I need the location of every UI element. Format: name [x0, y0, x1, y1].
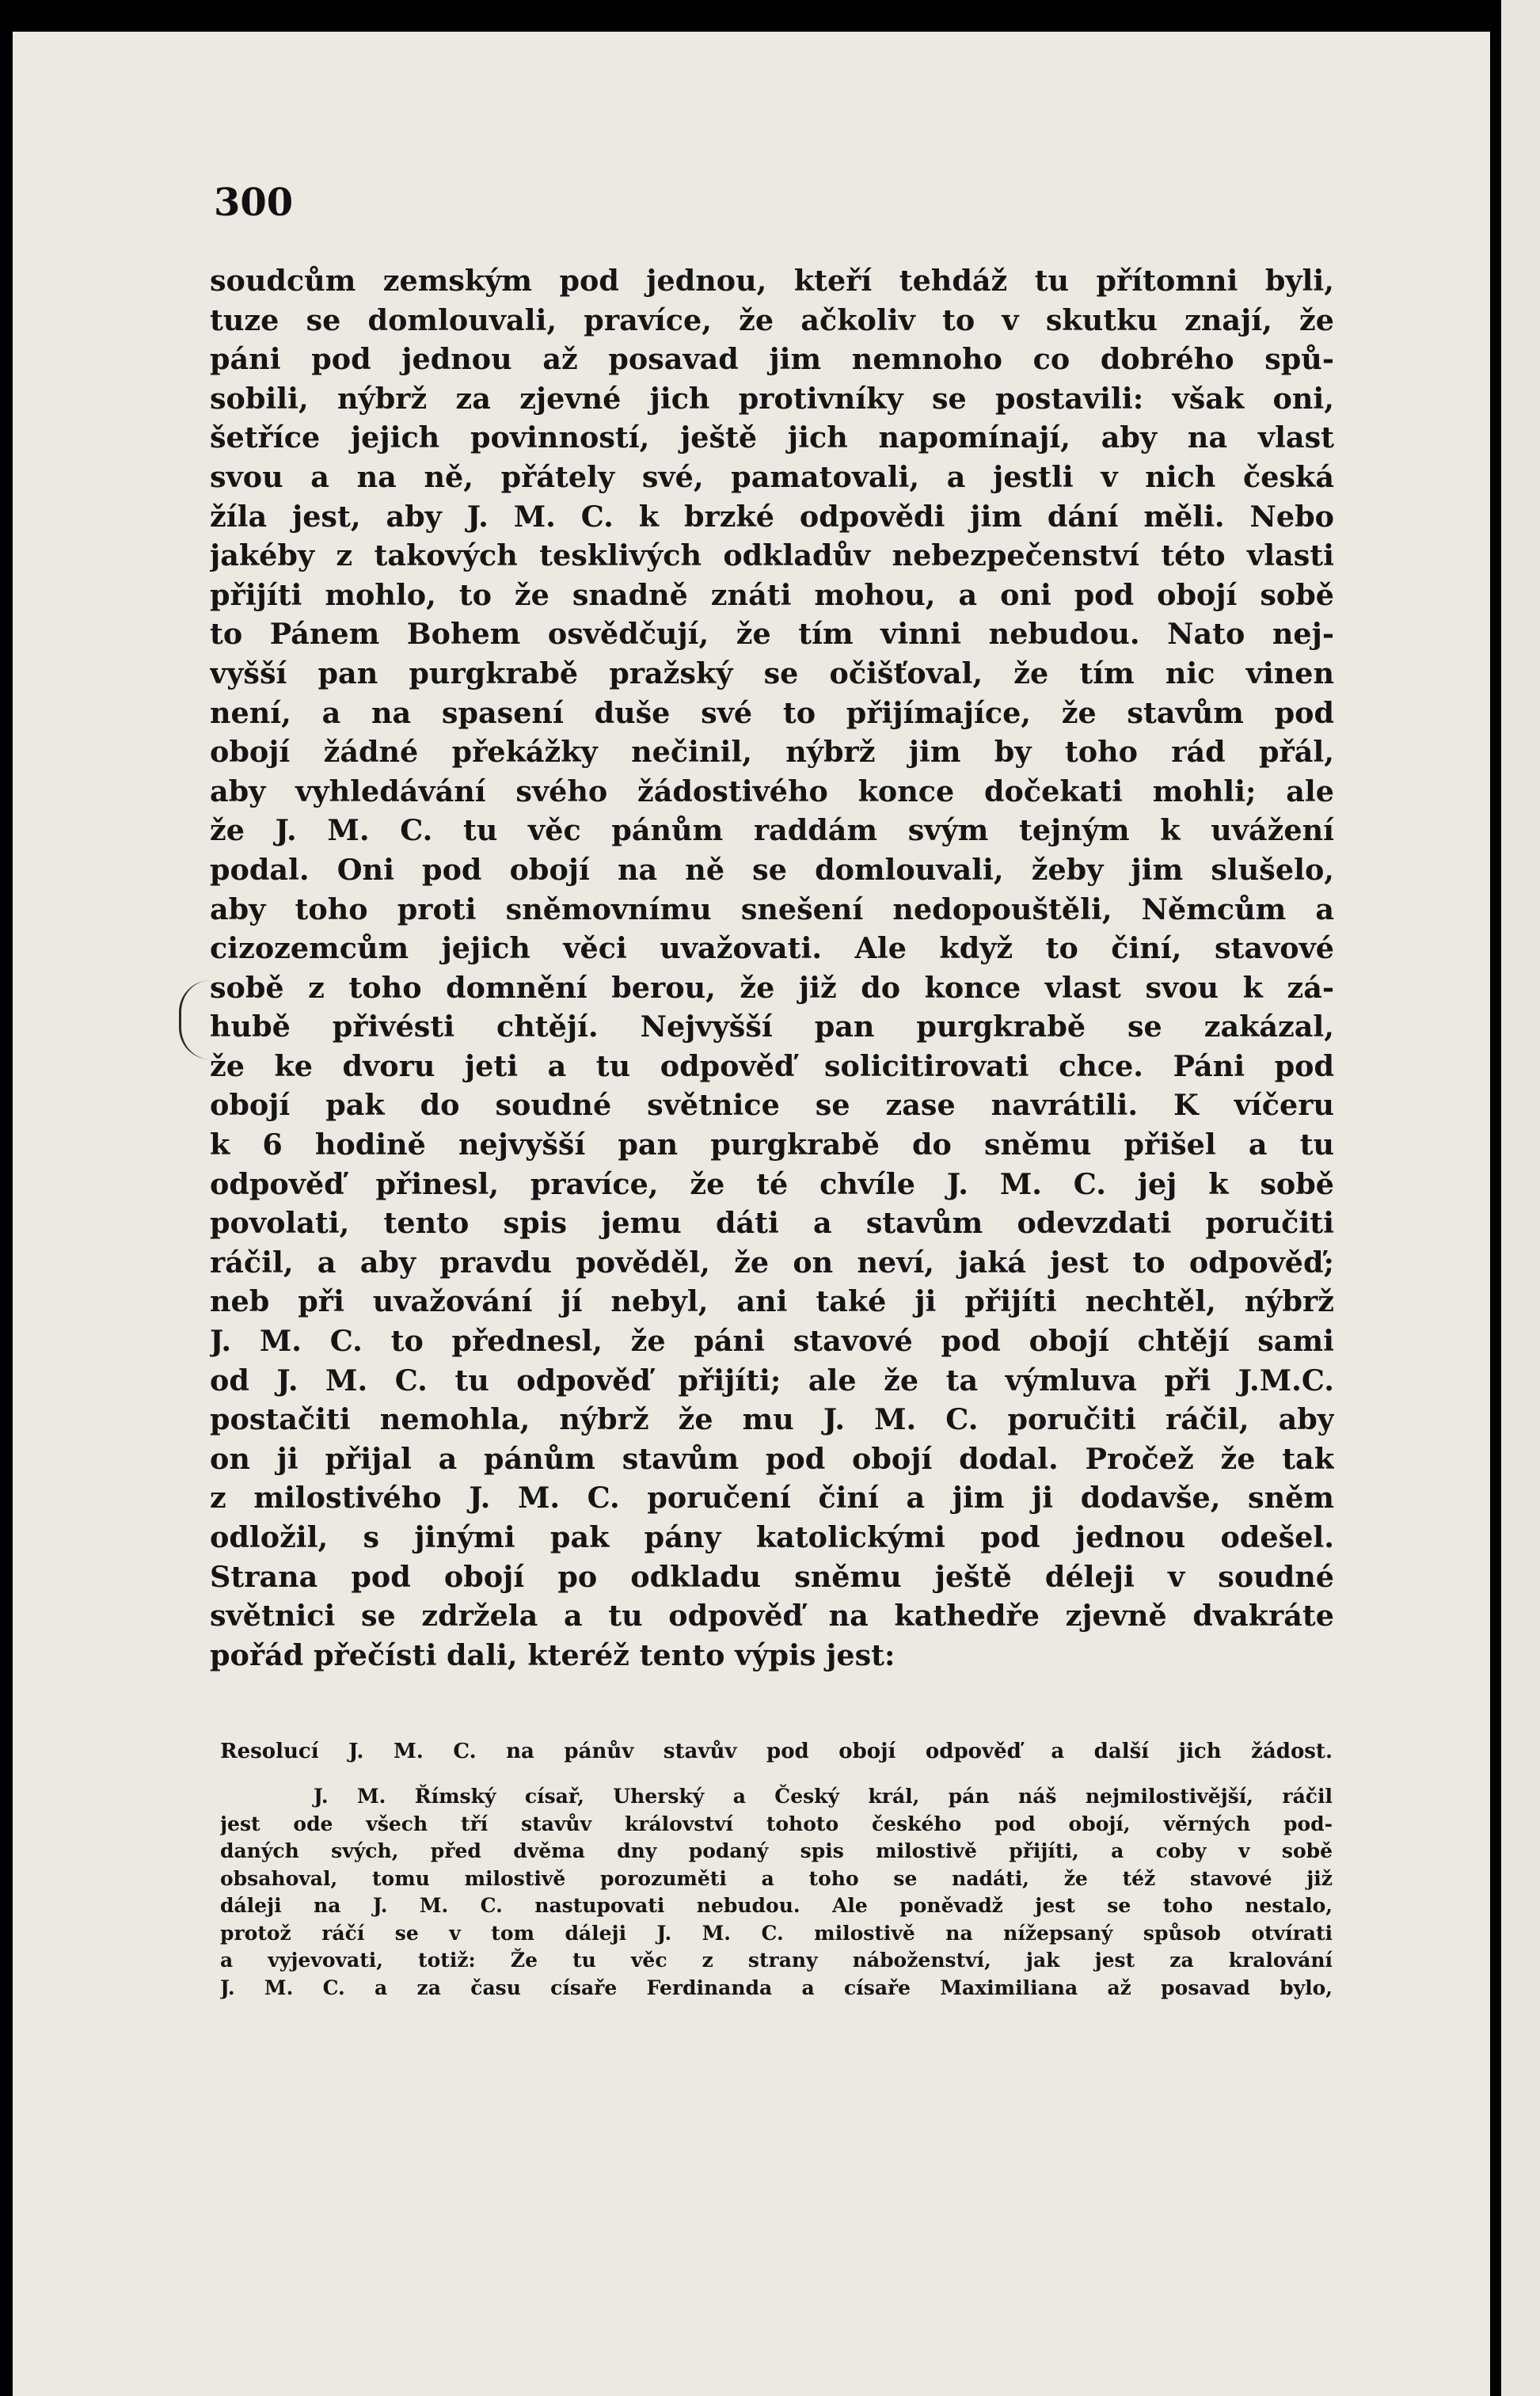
text-line: vyšší pan purgkrabě pražský se očišťoval, že tím nic vinen — [210, 656, 1334, 690]
text-line: postačiti nemohla, nýbrž že mu J. M. C. poručiti ráčil, aby — [210, 1402, 1334, 1437]
text-line: sobě z toho domnění berou, že již do konce vlast svou k zá- — [210, 970, 1334, 1005]
text-line: neb při uvažování jí nebyl, ani také ji přijíti nechtěl, nýbrž — [210, 1284, 1334, 1319]
text-line: světnici se zdržela a tu odpověď na kathedře zjevně dvakráte — [210, 1599, 1334, 1633]
text-line: ráčil, a aby pravdu pověděl, že on neví, jaká jest to odpověď; — [210, 1245, 1334, 1280]
text-line: aby toho proti sněmovnímu snešení nedopouštěli, Němcům a — [210, 892, 1334, 926]
text-line: z milostivého J. M. C. poručení činí a jim ji dodavše, sněm — [210, 1481, 1334, 1516]
text-line: sobili, nýbrž za zjevné jich protivníky se postavili: však oni, — [210, 381, 1334, 416]
resolution-line: protož ráčí se v tom dáleji J. M. C. milostivě na nížepsaný spůsob otvírati — [220, 1921, 1333, 1945]
text-line: přijíti mohlo, to že snadně znáti mohou, a oni pod obojí sobě — [210, 577, 1334, 612]
text-line: cizozemcům jejich věci uvažovati. Ale když to činí, stavové — [210, 931, 1334, 966]
text-line: šetříce jejich povinností, ještě jich napomínají, aby na vlast — [210, 420, 1334, 455]
text-line: aby vyhledávání svého žádostivého konce dočekati mohli; ale — [210, 774, 1334, 808]
text-line: obojí pak do soudné světnice se zase navrátili. K víčeru — [210, 1088, 1334, 1123]
resolution-line: dáleji na J. M. C. nastupovati nebudou. Ale poněvadž jest se toho nestalo, — [220, 1894, 1333, 1917]
main-text-block — [210, 261, 1334, 1675]
text-line: žíla jest, aby J. M. C. k brzké odpovědi jim dání měli. Nebo — [210, 499, 1334, 534]
text-line: obojí žádné překážky nečinil, nýbrž jim by toho rád přál, — [210, 735, 1334, 770]
text-line: k 6 hodině nejvyšší pan purgkrabě do sněmu přišel a tu — [210, 1128, 1334, 1162]
page-edge-strip — [1501, 0, 1540, 2396]
text-line: to Pánem Bohem osvědčují, že tím vinni nebudou. Nato nej- — [210, 617, 1334, 652]
text-line: odložil, s jinými pak pány katolickými pod jednou odešel. — [210, 1520, 1334, 1554]
text-line: soudcům zemským pod jednou, kteří tehdáž tu přítomni byli, — [210, 264, 1334, 298]
page-number: 300 — [214, 181, 294, 225]
resolution-line: jest ode všech tří stavův království tohoto českého pod obojí, věrných pod- — [220, 1812, 1333, 1835]
text-line: od J. M. C. tu odpověď přijíti; ale že ta výmluva při J.M.C. — [210, 1363, 1334, 1398]
text-line: že J. M. C. tu věc pánům raddám svým tejným k uvážení — [210, 813, 1334, 848]
text-line: že ke dvoru jeti a tu odpověď solicitirovati chce. Páni pod — [210, 1048, 1334, 1083]
resolution-heading: Resolucí J. M. C. na pánův stavův pod obojí odpověď a další jich žádost. — [220, 1740, 1333, 1763]
text-line: on ji přijal a pánům stavům pod obojí dodal. Pročež že tak — [210, 1441, 1334, 1476]
resolution-line: obsahoval, tomu milostivě porozuměti a toho se nadáti, že též stavové již — [220, 1866, 1333, 1890]
text-line: svou a na ně, přátely své, pamatovali, a jestli v nich česká — [210, 459, 1334, 494]
text-line: J. M. C. to přednesl, že páni stavové pod obojí chtějí sami — [210, 1324, 1334, 1359]
text-line: jakéby z takových tesklivých odkladův nebezpečenství této vlasti — [210, 538, 1334, 573]
text-line: odpověď přinesl, pravíce, že té chvíle J. M. C. jej k sobě — [210, 1166, 1334, 1201]
resolution-line: a vyjevovati, totiž: Že tu věc z strany náboženství, jak jest za kralování — [220, 1949, 1333, 1972]
resolution-line: daných svých, před dvěma dny podaný spis milostivě přijíti, a coby v sobě — [220, 1839, 1333, 1862]
text-line: povolati, tento spis jemu dáti a stavům odevzdati poručiti — [210, 1206, 1334, 1241]
resolution-line: J. M. Římský císař, Uherský a Český král, pán náš nejmilostivější, ráčil — [314, 1785, 1333, 1808]
text-line: není, a na spasení duše své to přijímajíce, že stavům pod — [210, 695, 1334, 730]
resolution-line: J. M. C. a za času císaře Ferdinanda a císaře Maximiliana až posavad bylo, — [220, 1976, 1333, 1999]
text-line: pořád přečísti dali, kteréž tento výpis jest: — [210, 1637, 895, 1672]
text-line: hubě přivésti chtějí. Nejvyšší pan purgkrabě se zakázal, — [210, 1010, 1334, 1044]
text-line: Strana pod obojí po odkladu sněmu ještě déleji v soudné — [210, 1559, 1334, 1594]
resolution-text-block — [220, 1783, 1333, 2002]
text-line: tuze se domlouvali, pravíce, že ačkoliv to v skutku znají, že — [210, 302, 1334, 337]
text-line: páni pod jednou až posavad jim nemnoho co dobrého spů- — [210, 342, 1334, 377]
text-line: podal. Oni pod obojí na ně se domlouvali, žeby jim slušelo, — [210, 852, 1334, 887]
